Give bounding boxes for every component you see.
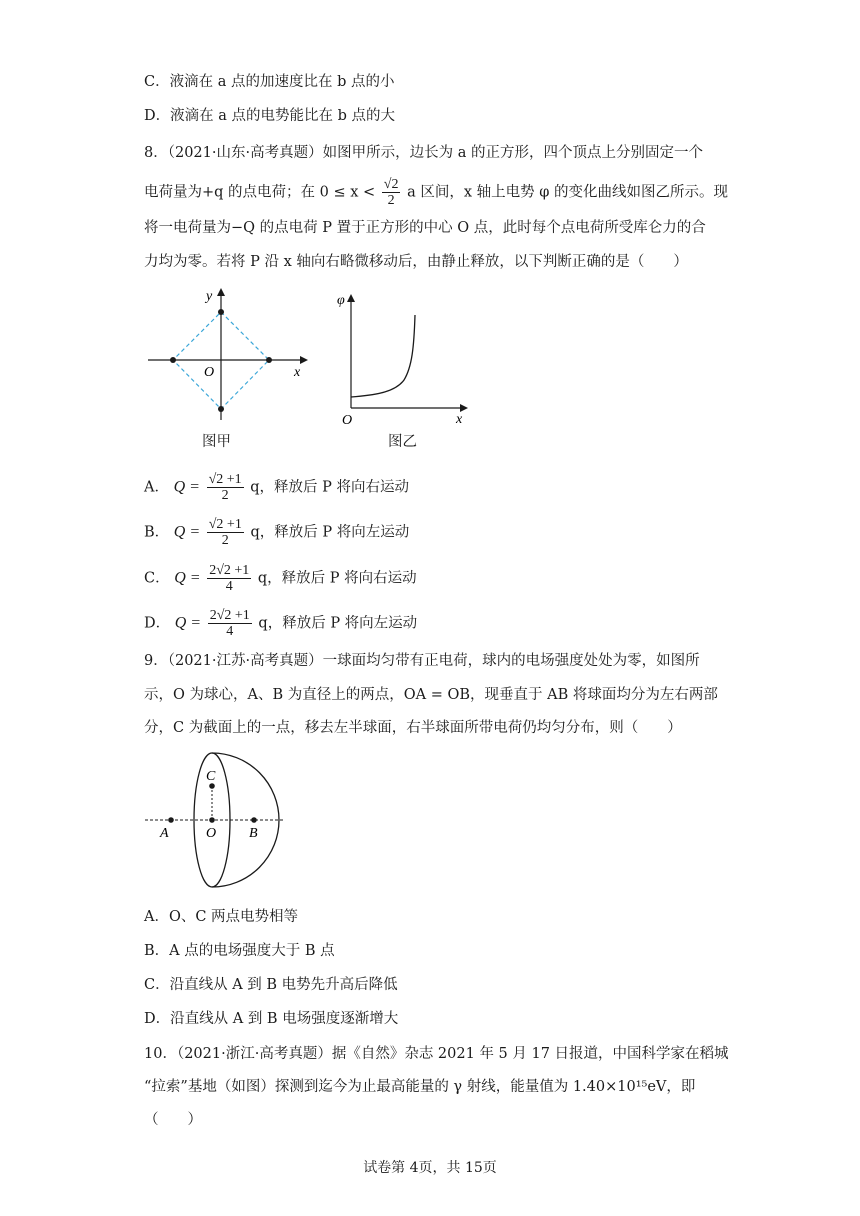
option-lhs: Q = <box>174 614 202 632</box>
option-fraction <box>207 563 251 594</box>
option-tail: q，释放后 P 将向右运动 <box>250 479 410 496</box>
fraction-numerator: 2√2 +1 <box>209 608 250 623</box>
figure-potential-curve <box>334 282 474 430</box>
y-axis-label: y <box>206 289 213 304</box>
charge-right <box>266 357 272 363</box>
x-axis-label: x <box>294 365 301 380</box>
q8-stem-line3: 将一电荷量为−Q 的点电荷 P 置于正方形的中心 O 点，此时每个点电荷所受库仑力的合 <box>144 220 706 236</box>
option-letter: C． <box>144 570 170 587</box>
q9-stem-line3: 分，C 为截面上的一点，移去左半球面，右半球面所带电荷仍均匀分布，则（ ） <box>144 720 682 736</box>
fraction-denominator: 4 <box>225 579 233 594</box>
q8-interval-fraction <box>382 177 401 208</box>
q9-option-d: D．沿直线从 A 到 B 电场强度逐渐增大 <box>144 1011 399 1027</box>
q8-stem-line2a: 电荷量为+q 的点电荷；在 0 ≤ x < <box>144 184 376 201</box>
option-tail: q，释放后 P 将向左运动 <box>258 615 418 632</box>
q10-stem-line3: （ ） <box>144 1112 202 1128</box>
q8-stem-line4: 力均为零。若将 P 沿 x 轴向右略微移动后，由静止释放，以下判断正确的是（ ） <box>144 254 688 270</box>
option-fraction <box>207 517 244 548</box>
q10-stem-line2: “拉索”基地（如图）探测到迄今为止最高能量的 γ 射线，能量值为 1.40×10¹⁵eV，即 <box>144 1079 696 1095</box>
q9-stem-line2: 示，O 为球心，A、B 为直径上的两点，OA = OB，现垂直于 AB 将球面均分为左右两部 <box>144 687 718 703</box>
option-tail: q，释放后 P 将向左运动 <box>250 524 410 541</box>
q9-stem-line1: 9．（2021·江苏·高考真题）一球面均匀带有正电荷，球内的电场强度处处为零，如图所 <box>144 653 700 669</box>
option-lhs: Q = <box>173 478 200 496</box>
option-letter: A． <box>144 479 169 496</box>
figure-b-caption: 图乙 <box>388 434 417 450</box>
label-a: A <box>160 826 169 841</box>
charge-left <box>170 357 176 363</box>
fraction-numerator: √2 +1 <box>208 517 242 532</box>
option-letter: B． <box>144 524 170 541</box>
figure-hemisphere <box>140 748 290 892</box>
phi-axis-label: φ <box>337 293 345 308</box>
option-lhs: Q = <box>173 523 201 541</box>
origin-label: O <box>342 413 353 428</box>
q10-stem-line1: 10．（2021·浙江·高考真题）据《自然》杂志 2021 年 5 月 17 日报道，中国科学家在稻城 <box>144 1046 729 1062</box>
page-footer: 试卷第 4页，共 15页 <box>363 1160 497 1176</box>
figure-square-charges <box>140 282 310 422</box>
charge-bottom <box>218 406 224 412</box>
option-tail: q，释放后 P 将向右运动 <box>257 570 417 587</box>
option-lhs: Q = <box>174 569 201 587</box>
fraction-numerator: √2 <box>383 177 399 192</box>
q8-stem-line1: 8．（2021·山东·高考真题）如图甲所示，边长为 a 的正方形，四个顶点上分别固定一个 <box>144 145 703 161</box>
point-o <box>209 817 215 823</box>
q8-option-c <box>144 563 417 594</box>
q8-stem-line2 <box>144 177 728 208</box>
origin-label: O <box>204 365 215 380</box>
q8-stem-line2b: a 区间，x 轴上电势 φ 的变化曲线如图乙所示。现 <box>407 184 729 201</box>
q8-option-a <box>144 472 409 503</box>
label-b: B <box>249 826 258 841</box>
fraction-numerator: 2√2 +1 <box>209 563 250 578</box>
fraction-denominator: 2 <box>221 488 229 503</box>
q7-option-c: C．液滴在 a 点的加速度比在 b 点的小 <box>144 74 395 90</box>
label-c: C <box>206 769 216 784</box>
q8-option-b <box>144 517 409 548</box>
fraction-denominator: 4 <box>226 624 234 639</box>
option-fraction <box>207 472 244 503</box>
point-b <box>251 817 257 823</box>
q7-option-d: D．液滴在 a 点的电势能比在 b 点的大 <box>144 108 395 124</box>
label-o: O <box>206 826 217 841</box>
option-letter: D． <box>144 615 171 632</box>
q9-option-c: C．沿直线从 A 到 B 电势先升高后降低 <box>144 977 398 993</box>
point-a <box>168 817 174 823</box>
option-fraction <box>208 608 252 639</box>
x-axis-label: x <box>456 412 463 427</box>
q9-option-b: B．A 点的电场强度大于 B 点 <box>144 943 335 959</box>
charge-top <box>218 309 224 315</box>
fraction-numerator: √2 +1 <box>208 472 242 487</box>
fraction-denominator: 2 <box>221 533 229 548</box>
potential-curve <box>351 315 415 397</box>
q9-option-a: A．O、C 两点电势相等 <box>144 909 299 925</box>
point-c <box>209 783 215 789</box>
fraction-denominator: 2 <box>387 193 395 208</box>
figure-a-caption: 图甲 <box>202 434 231 450</box>
q8-option-d <box>144 608 417 639</box>
